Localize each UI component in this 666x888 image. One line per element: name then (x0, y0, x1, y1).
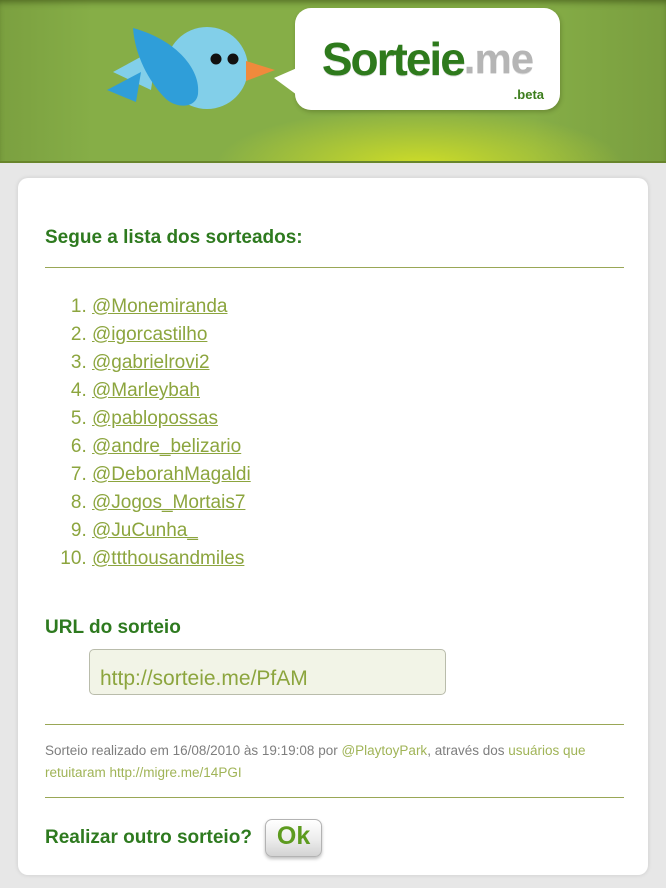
winner-link[interactable]: @Monemiranda (92, 296, 228, 317)
winner-item (92, 489, 624, 517)
winner-link[interactable]: @JuCunha_ (92, 520, 198, 541)
winner-link[interactable]: @pablopossas (92, 408, 218, 429)
list-heading: Segue a lista dos sorteados: (45, 227, 303, 248)
winner-item (92, 433, 624, 461)
url-heading: URL do sorteio (45, 617, 181, 638)
winner-link[interactable]: @andre_belizario (92, 436, 242, 457)
winner-item (92, 545, 624, 573)
draw-info-text-1: Sorteio realizado em 16/08/2010 às 19:19:08 por (45, 743, 342, 758)
winner-link[interactable]: @ttthousandmiles (92, 548, 245, 569)
winner-link[interactable]: @Marleybah (92, 380, 200, 401)
divider (45, 797, 624, 798)
winners-list (45, 293, 624, 573)
logo-beta-badge: .beta (513, 87, 544, 102)
logo-bubble[interactable] (295, 8, 560, 110)
repeat-question: Realizar outro sorteio? (45, 827, 252, 848)
winner-item (92, 321, 624, 349)
winner-link[interactable]: @Jogos_Mortais7 (92, 492, 246, 513)
logo-suffix: .me (463, 35, 534, 82)
winner-item (92, 349, 624, 377)
winner-link[interactable]: @igorcastilho (92, 324, 208, 345)
repeat-row (45, 819, 624, 857)
winner-link[interactable]: @DeborahMagaldi (92, 464, 251, 485)
draw-source-link[interactable]: usuários que retuitaram http://migre.me/14PGI (45, 743, 586, 780)
ok-button[interactable]: Ok (265, 819, 322, 857)
winner-item (92, 517, 624, 545)
site-header (0, 0, 666, 163)
draw-author-link[interactable]: @PlaytoyPark (341, 743, 428, 758)
bird-icon (105, 12, 280, 124)
divider (45, 724, 624, 725)
winner-item (92, 293, 624, 321)
winner-link[interactable]: @gabrielrovi2 (92, 352, 210, 373)
winner-item (92, 405, 624, 433)
draw-info-text-2: , através dos (427, 743, 509, 758)
winner-item (92, 377, 624, 405)
divider (45, 267, 624, 268)
draw-info (45, 740, 624, 784)
winner-item (92, 461, 624, 489)
logo-text: Sorteie (321, 33, 464, 85)
content-card (18, 178, 648, 875)
url-input[interactable] (89, 649, 446, 695)
